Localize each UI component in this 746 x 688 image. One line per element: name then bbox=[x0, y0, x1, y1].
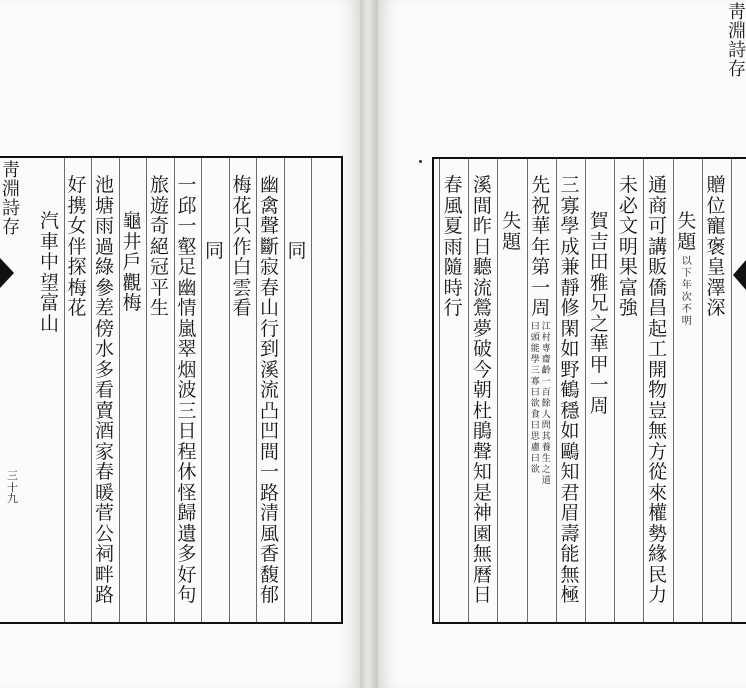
annotation-char: 寡 bbox=[530, 376, 540, 387]
column-char: 神 bbox=[472, 502, 492, 524]
column-char: 作 bbox=[232, 235, 252, 258]
page-number-char: 三 bbox=[7, 469, 18, 482]
column-char: 位 bbox=[706, 194, 726, 217]
margin-title-char: 詩 bbox=[728, 39, 746, 61]
column-char: 學 bbox=[560, 215, 580, 237]
column-char: 差 bbox=[94, 297, 114, 319]
column-char: 風 bbox=[443, 194, 463, 217]
column-char: 明 bbox=[618, 235, 638, 258]
annotation-char: 之 bbox=[541, 464, 551, 475]
column-char: 龜 bbox=[122, 210, 142, 232]
text-column bbox=[39, 212, 61, 335]
page-number-char: 九 bbox=[7, 492, 18, 506]
column-char: 來 bbox=[648, 481, 668, 504]
column-char: 一 bbox=[177, 174, 197, 196]
column-char: 田 bbox=[589, 251, 609, 273]
column-char: 今 bbox=[472, 358, 492, 381]
column-char: 文 bbox=[618, 215, 638, 237]
column-char: 生 bbox=[149, 297, 169, 319]
column-char: 富 bbox=[618, 276, 638, 299]
annotation-char: 一 bbox=[541, 376, 551, 387]
page-number-char: 十 bbox=[7, 480, 18, 494]
column-char: 周 bbox=[589, 394, 609, 417]
text-column bbox=[588, 212, 610, 417]
column-char: 果 bbox=[618, 256, 638, 278]
column-rule bbox=[439, 159, 440, 622]
double-line-annotation bbox=[531, 323, 551, 488]
column-char: 白 bbox=[232, 256, 252, 278]
column-char: 昌 bbox=[648, 297, 668, 319]
text-column bbox=[501, 212, 523, 253]
column-char: 方 bbox=[648, 440, 668, 463]
column-char: 馥 bbox=[259, 563, 279, 586]
text-column bbox=[617, 176, 639, 320]
column-char: 鶯 bbox=[472, 297, 492, 319]
column-rule bbox=[119, 158, 120, 622]
annotation-char: 思 bbox=[530, 431, 540, 442]
column-char: 園 bbox=[472, 522, 492, 545]
annotation-char: 欲 bbox=[530, 398, 540, 409]
annotation-char: 曰 bbox=[530, 453, 540, 464]
column-char: 幽 bbox=[259, 174, 279, 196]
right-fishtail-mark bbox=[733, 260, 746, 290]
column-char: 冠 bbox=[149, 256, 169, 278]
column-char: 女 bbox=[67, 215, 87, 237]
text-column bbox=[530, 176, 552, 488]
text-column bbox=[559, 176, 581, 607]
column-char: 路 bbox=[94, 584, 114, 606]
column-char: 兄 bbox=[589, 292, 609, 314]
annotation-char: 曰 bbox=[530, 321, 540, 332]
text-column bbox=[204, 242, 226, 263]
column-char: 梅 bbox=[232, 174, 252, 196]
column-char: 失 bbox=[677, 210, 697, 232]
column-char: 汽 bbox=[39, 210, 59, 232]
column-char: 必 bbox=[618, 194, 638, 217]
column-char: 無 bbox=[472, 543, 492, 565]
column-char: 三 bbox=[560, 174, 580, 196]
column-rule bbox=[614, 159, 615, 622]
column-char: 雨 bbox=[443, 235, 463, 258]
column-char: 祠 bbox=[94, 543, 114, 565]
column-char: 破 bbox=[472, 338, 492, 360]
annotation-char: 頭 bbox=[530, 332, 540, 343]
column-char: 皇 bbox=[706, 256, 726, 278]
column-char: 甲 bbox=[589, 353, 609, 376]
text-column bbox=[149, 176, 171, 320]
column-char: 無 bbox=[560, 563, 580, 586]
column-char: 時 bbox=[443, 276, 463, 299]
column-char: 先 bbox=[531, 174, 551, 196]
column-char: 戶 bbox=[122, 251, 142, 273]
column-rule bbox=[673, 159, 674, 622]
column-char: 家 bbox=[94, 440, 114, 463]
annotation-char: 慮 bbox=[530, 442, 540, 453]
column-char: 看 bbox=[232, 297, 252, 319]
column-rule bbox=[527, 159, 528, 622]
annotation-char: 村 bbox=[541, 332, 551, 343]
column-char: 同 bbox=[287, 240, 307, 262]
column-char: 池 bbox=[94, 174, 114, 196]
column-char: 壑 bbox=[177, 235, 197, 258]
column-char: 可 bbox=[648, 215, 668, 237]
column-char: 中 bbox=[39, 251, 59, 273]
text-column bbox=[676, 212, 698, 329]
column-char: 歸 bbox=[177, 502, 197, 524]
column-char: 梅 bbox=[122, 292, 142, 314]
column-char: 行 bbox=[443, 297, 463, 319]
column-char: 翠 bbox=[177, 338, 197, 360]
annotation-char: 能 bbox=[530, 343, 540, 354]
column-char: 富 bbox=[39, 292, 59, 314]
column-char: 參 bbox=[94, 276, 114, 299]
annotation-char: 人 bbox=[541, 409, 551, 420]
column-char: 一 bbox=[177, 215, 197, 237]
column-char: 日 bbox=[472, 235, 492, 258]
margin-title-char: 詩 bbox=[2, 197, 20, 219]
column-rule bbox=[91, 158, 92, 622]
column-char: 年 bbox=[531, 235, 551, 258]
column-char: 未 bbox=[618, 174, 638, 196]
column-char: 閑 bbox=[560, 317, 580, 340]
column-char: 同 bbox=[204, 240, 224, 262]
column-char: 權 bbox=[648, 502, 668, 524]
column-char: 間 bbox=[472, 194, 492, 217]
column-char: 雲 bbox=[232, 276, 252, 299]
column-char: 曆 bbox=[472, 563, 492, 586]
column-char: 贈 bbox=[706, 174, 726, 196]
column-char: 過 bbox=[94, 235, 114, 258]
column-char: 程 bbox=[177, 440, 197, 463]
text-column bbox=[442, 176, 464, 320]
column-char: 是 bbox=[472, 481, 492, 504]
annotation-char: 次 bbox=[681, 292, 692, 303]
column-char: 旅 bbox=[149, 174, 169, 196]
column-char: 一 bbox=[531, 276, 551, 299]
column-char: 民 bbox=[648, 563, 668, 586]
column-char: 工 bbox=[648, 338, 668, 360]
column-char: 販 bbox=[648, 256, 668, 278]
column-rule bbox=[643, 159, 644, 622]
column-char: 夢 bbox=[472, 317, 492, 340]
page-number bbox=[7, 470, 18, 505]
column-rule bbox=[201, 158, 202, 622]
column-char: 水 bbox=[94, 338, 114, 360]
column-char: 賣 bbox=[94, 399, 114, 422]
column-char: 雨 bbox=[94, 215, 114, 237]
column-char: 花 bbox=[232, 194, 252, 217]
column-char: 起 bbox=[648, 317, 668, 340]
column-char: 鵑 bbox=[472, 420, 492, 442]
column-char: 流 bbox=[259, 379, 279, 401]
column-char: 周 bbox=[531, 297, 551, 319]
column-char: 多 bbox=[94, 358, 114, 381]
column-char: 深 bbox=[706, 297, 726, 319]
column-char: 僑 bbox=[648, 276, 668, 299]
column-char: 極 bbox=[560, 584, 580, 606]
column-char: 華 bbox=[589, 333, 609, 355]
text-column bbox=[94, 176, 116, 607]
column-char: 休 bbox=[177, 461, 197, 483]
annotation-char: 道 bbox=[541, 475, 551, 486]
column-rule bbox=[556, 159, 557, 622]
column-char: 好 bbox=[177, 563, 197, 586]
column-char: 到 bbox=[259, 338, 279, 360]
left-margin-title bbox=[2, 162, 20, 238]
column-char: 塘 bbox=[94, 194, 114, 217]
column-char: 兼 bbox=[560, 256, 580, 278]
column-char: 講 bbox=[648, 235, 668, 258]
column-char: 成 bbox=[560, 235, 580, 258]
annotation-char: 曰 bbox=[530, 387, 540, 398]
column-rule bbox=[146, 158, 147, 622]
column-char: 商 bbox=[648, 194, 668, 217]
column-char: 波 bbox=[177, 379, 197, 401]
column-char: 祝 bbox=[531, 194, 551, 217]
text-column bbox=[647, 176, 669, 607]
column-char: 一 bbox=[589, 374, 609, 396]
annotation-char: 齋 bbox=[541, 354, 551, 365]
column-char: 伴 bbox=[67, 235, 87, 258]
annotation-char: 専 bbox=[541, 343, 551, 354]
annotation-char: 生 bbox=[541, 453, 551, 464]
annotation-char: 養 bbox=[541, 442, 551, 453]
column-char: 知 bbox=[560, 461, 580, 483]
column-char: 勢 bbox=[648, 522, 668, 545]
text-column bbox=[176, 176, 198, 607]
ink-dot bbox=[419, 160, 422, 163]
column-char: 聽 bbox=[472, 256, 492, 278]
column-char: 鶴 bbox=[560, 379, 580, 401]
left-fishtail-mark bbox=[0, 258, 14, 288]
column-char: 絕 bbox=[149, 235, 169, 258]
column-char: 題 bbox=[502, 230, 522, 253]
column-char: 能 bbox=[560, 543, 580, 565]
column-char: 日 bbox=[177, 420, 197, 442]
column-char: 力 bbox=[648, 584, 668, 606]
column-char: 斷 bbox=[259, 235, 279, 258]
text-column bbox=[259, 176, 281, 607]
annotation-char: 問 bbox=[541, 420, 551, 431]
column-char: 壽 bbox=[560, 522, 580, 545]
column-char: 春 bbox=[443, 174, 463, 196]
annotation-char: 學 bbox=[530, 354, 540, 365]
column-char: 溪 bbox=[259, 358, 279, 381]
column-char: 路 bbox=[259, 481, 279, 504]
column-char: 看 bbox=[94, 379, 114, 401]
column-char: 酒 bbox=[94, 420, 114, 442]
right-margin-title bbox=[728, 4, 746, 80]
annotation-char: 明 bbox=[681, 316, 692, 327]
text-column bbox=[705, 176, 727, 320]
column-char: 靜 bbox=[560, 276, 580, 299]
column-char: 香 bbox=[259, 543, 279, 565]
column-char: 春 bbox=[94, 461, 114, 483]
annotation-char: 年 bbox=[681, 280, 692, 291]
column-char: 嵐 bbox=[177, 317, 197, 340]
column-rule bbox=[256, 158, 257, 622]
column-char: 一 bbox=[259, 461, 279, 483]
column-char: 朝 bbox=[472, 379, 492, 401]
text-column bbox=[286, 242, 308, 263]
annotation-char: 江 bbox=[541, 321, 551, 332]
column-char: 通 bbox=[648, 174, 668, 196]
column-char: 多 bbox=[177, 543, 197, 565]
annotation-char: 不 bbox=[681, 304, 692, 315]
column-char: 凹 bbox=[259, 420, 279, 442]
column-char: 足 bbox=[177, 256, 197, 278]
annotation-char: 齡 bbox=[541, 365, 551, 376]
column-char: 賀 bbox=[589, 210, 609, 232]
column-char: 風 bbox=[259, 522, 279, 545]
margin-title-char: 淵 bbox=[728, 20, 746, 42]
column-char: 郁 bbox=[259, 584, 279, 606]
column-char: 情 bbox=[177, 297, 197, 319]
column-char: 句 bbox=[177, 584, 197, 606]
column-char: 井 bbox=[122, 230, 142, 253]
column-char: 暖 bbox=[94, 481, 114, 504]
column-char: 無 bbox=[648, 420, 668, 442]
column-char: 山 bbox=[259, 297, 279, 319]
column-char: 幽 bbox=[177, 276, 197, 299]
text-column bbox=[66, 176, 88, 320]
column-char: 畔 bbox=[94, 563, 114, 586]
column-char: 之 bbox=[589, 312, 609, 335]
annotation-char: 餘 bbox=[541, 398, 551, 409]
column-rule bbox=[468, 159, 469, 622]
column-char: 杜 bbox=[472, 399, 492, 422]
column-char: 穩 bbox=[560, 399, 580, 422]
inline-annotation bbox=[682, 257, 692, 329]
margin-title-char: 靑 bbox=[728, 2, 746, 23]
column-char: 凸 bbox=[259, 399, 279, 422]
column-char: 菅 bbox=[94, 502, 114, 524]
column-char: 望 bbox=[39, 271, 59, 294]
column-char: 君 bbox=[560, 481, 580, 504]
column-char: 行 bbox=[259, 317, 279, 340]
column-char: 綠 bbox=[94, 256, 114, 278]
column-char: 澤 bbox=[706, 276, 726, 299]
column-char: 如 bbox=[560, 338, 580, 360]
column-char: 鷗 bbox=[560, 440, 580, 463]
column-char: 聲 bbox=[472, 440, 492, 463]
annotation-char: 以 bbox=[681, 256, 692, 267]
margin-title-char: 淵 bbox=[2, 178, 20, 200]
column-char: 野 bbox=[560, 358, 580, 381]
column-char: 物 bbox=[648, 379, 668, 401]
column-char: 山 bbox=[39, 312, 59, 335]
column-char: 第 bbox=[531, 256, 551, 278]
column-char: 邱 bbox=[177, 194, 197, 217]
column-char: 三 bbox=[177, 399, 197, 422]
column-char: 觀 bbox=[122, 271, 142, 294]
annotation-char: 欲 bbox=[530, 464, 540, 475]
column-char: 間 bbox=[259, 440, 279, 463]
column-char: 禽 bbox=[259, 194, 279, 217]
column-char: 失 bbox=[502, 210, 522, 232]
column-char: 春 bbox=[259, 276, 279, 299]
column-rule bbox=[497, 159, 498, 622]
column-char: 寵 bbox=[706, 215, 726, 237]
column-rule bbox=[311, 158, 312, 622]
column-char: 從 bbox=[648, 461, 668, 483]
column-rule bbox=[174, 158, 175, 622]
annotation-char: 百 bbox=[541, 387, 551, 398]
column-char: 眉 bbox=[560, 502, 580, 524]
column-rule bbox=[702, 159, 703, 622]
column-char: 好 bbox=[67, 174, 87, 196]
column-char: 烟 bbox=[177, 358, 197, 381]
annotation-char: 曰 bbox=[530, 420, 540, 431]
column-char: 修 bbox=[560, 297, 580, 319]
column-char: 隨 bbox=[443, 256, 463, 278]
annotation-char: 下 bbox=[681, 268, 692, 279]
column-char: 如 bbox=[560, 420, 580, 442]
column-char: 遊 bbox=[149, 194, 169, 217]
text-column bbox=[231, 176, 253, 320]
annotation-char: 其 bbox=[541, 431, 551, 442]
column-char: 只 bbox=[232, 215, 252, 237]
column-char: 聲 bbox=[259, 215, 279, 237]
margin-title-char: 存 bbox=[2, 216, 20, 238]
book-gutter bbox=[360, 0, 378, 688]
column-char: 車 bbox=[39, 230, 59, 253]
column-char: 平 bbox=[149, 276, 169, 299]
text-column bbox=[121, 212, 143, 315]
annotation-char: 食 bbox=[530, 409, 540, 420]
margin-title-char: 靑 bbox=[2, 160, 20, 181]
column-char: 吉 bbox=[589, 230, 609, 253]
column-char: 遺 bbox=[177, 522, 197, 545]
column-char: 梅 bbox=[67, 276, 87, 299]
column-char: 題 bbox=[677, 230, 697, 253]
column-char: 日 bbox=[472, 584, 492, 606]
column-rule bbox=[284, 158, 285, 622]
column-char: 傍 bbox=[94, 317, 114, 340]
column-rule bbox=[229, 158, 230, 622]
column-char: 華 bbox=[531, 215, 551, 237]
annotation-char: 三 bbox=[530, 365, 540, 376]
column-char: 携 bbox=[67, 194, 87, 217]
column-char: 寂 bbox=[259, 256, 279, 278]
column-char: 流 bbox=[472, 276, 492, 299]
column-char: 寡 bbox=[560, 194, 580, 217]
text-column bbox=[471, 176, 493, 607]
column-char: 溪 bbox=[472, 174, 492, 196]
column-char: 奇 bbox=[149, 215, 169, 237]
column-rule bbox=[731, 159, 732, 622]
column-char: 緣 bbox=[648, 543, 668, 565]
column-char: 探 bbox=[67, 256, 87, 278]
column-char: 夏 bbox=[443, 215, 463, 237]
column-char: 雅 bbox=[589, 271, 609, 294]
column-char: 褒 bbox=[706, 235, 726, 258]
column-char: 清 bbox=[259, 502, 279, 524]
column-rule bbox=[585, 159, 586, 622]
column-char: 豈 bbox=[648, 399, 668, 422]
column-char: 開 bbox=[648, 358, 668, 381]
column-char: 花 bbox=[67, 297, 87, 319]
column-char: 強 bbox=[618, 297, 638, 319]
column-char: 昨 bbox=[472, 215, 492, 237]
column-rule bbox=[64, 158, 65, 622]
column-char: 怪 bbox=[177, 481, 197, 504]
margin-title-char: 存 bbox=[728, 58, 746, 80]
column-char: 公 bbox=[94, 522, 114, 545]
column-char: 知 bbox=[472, 461, 492, 483]
